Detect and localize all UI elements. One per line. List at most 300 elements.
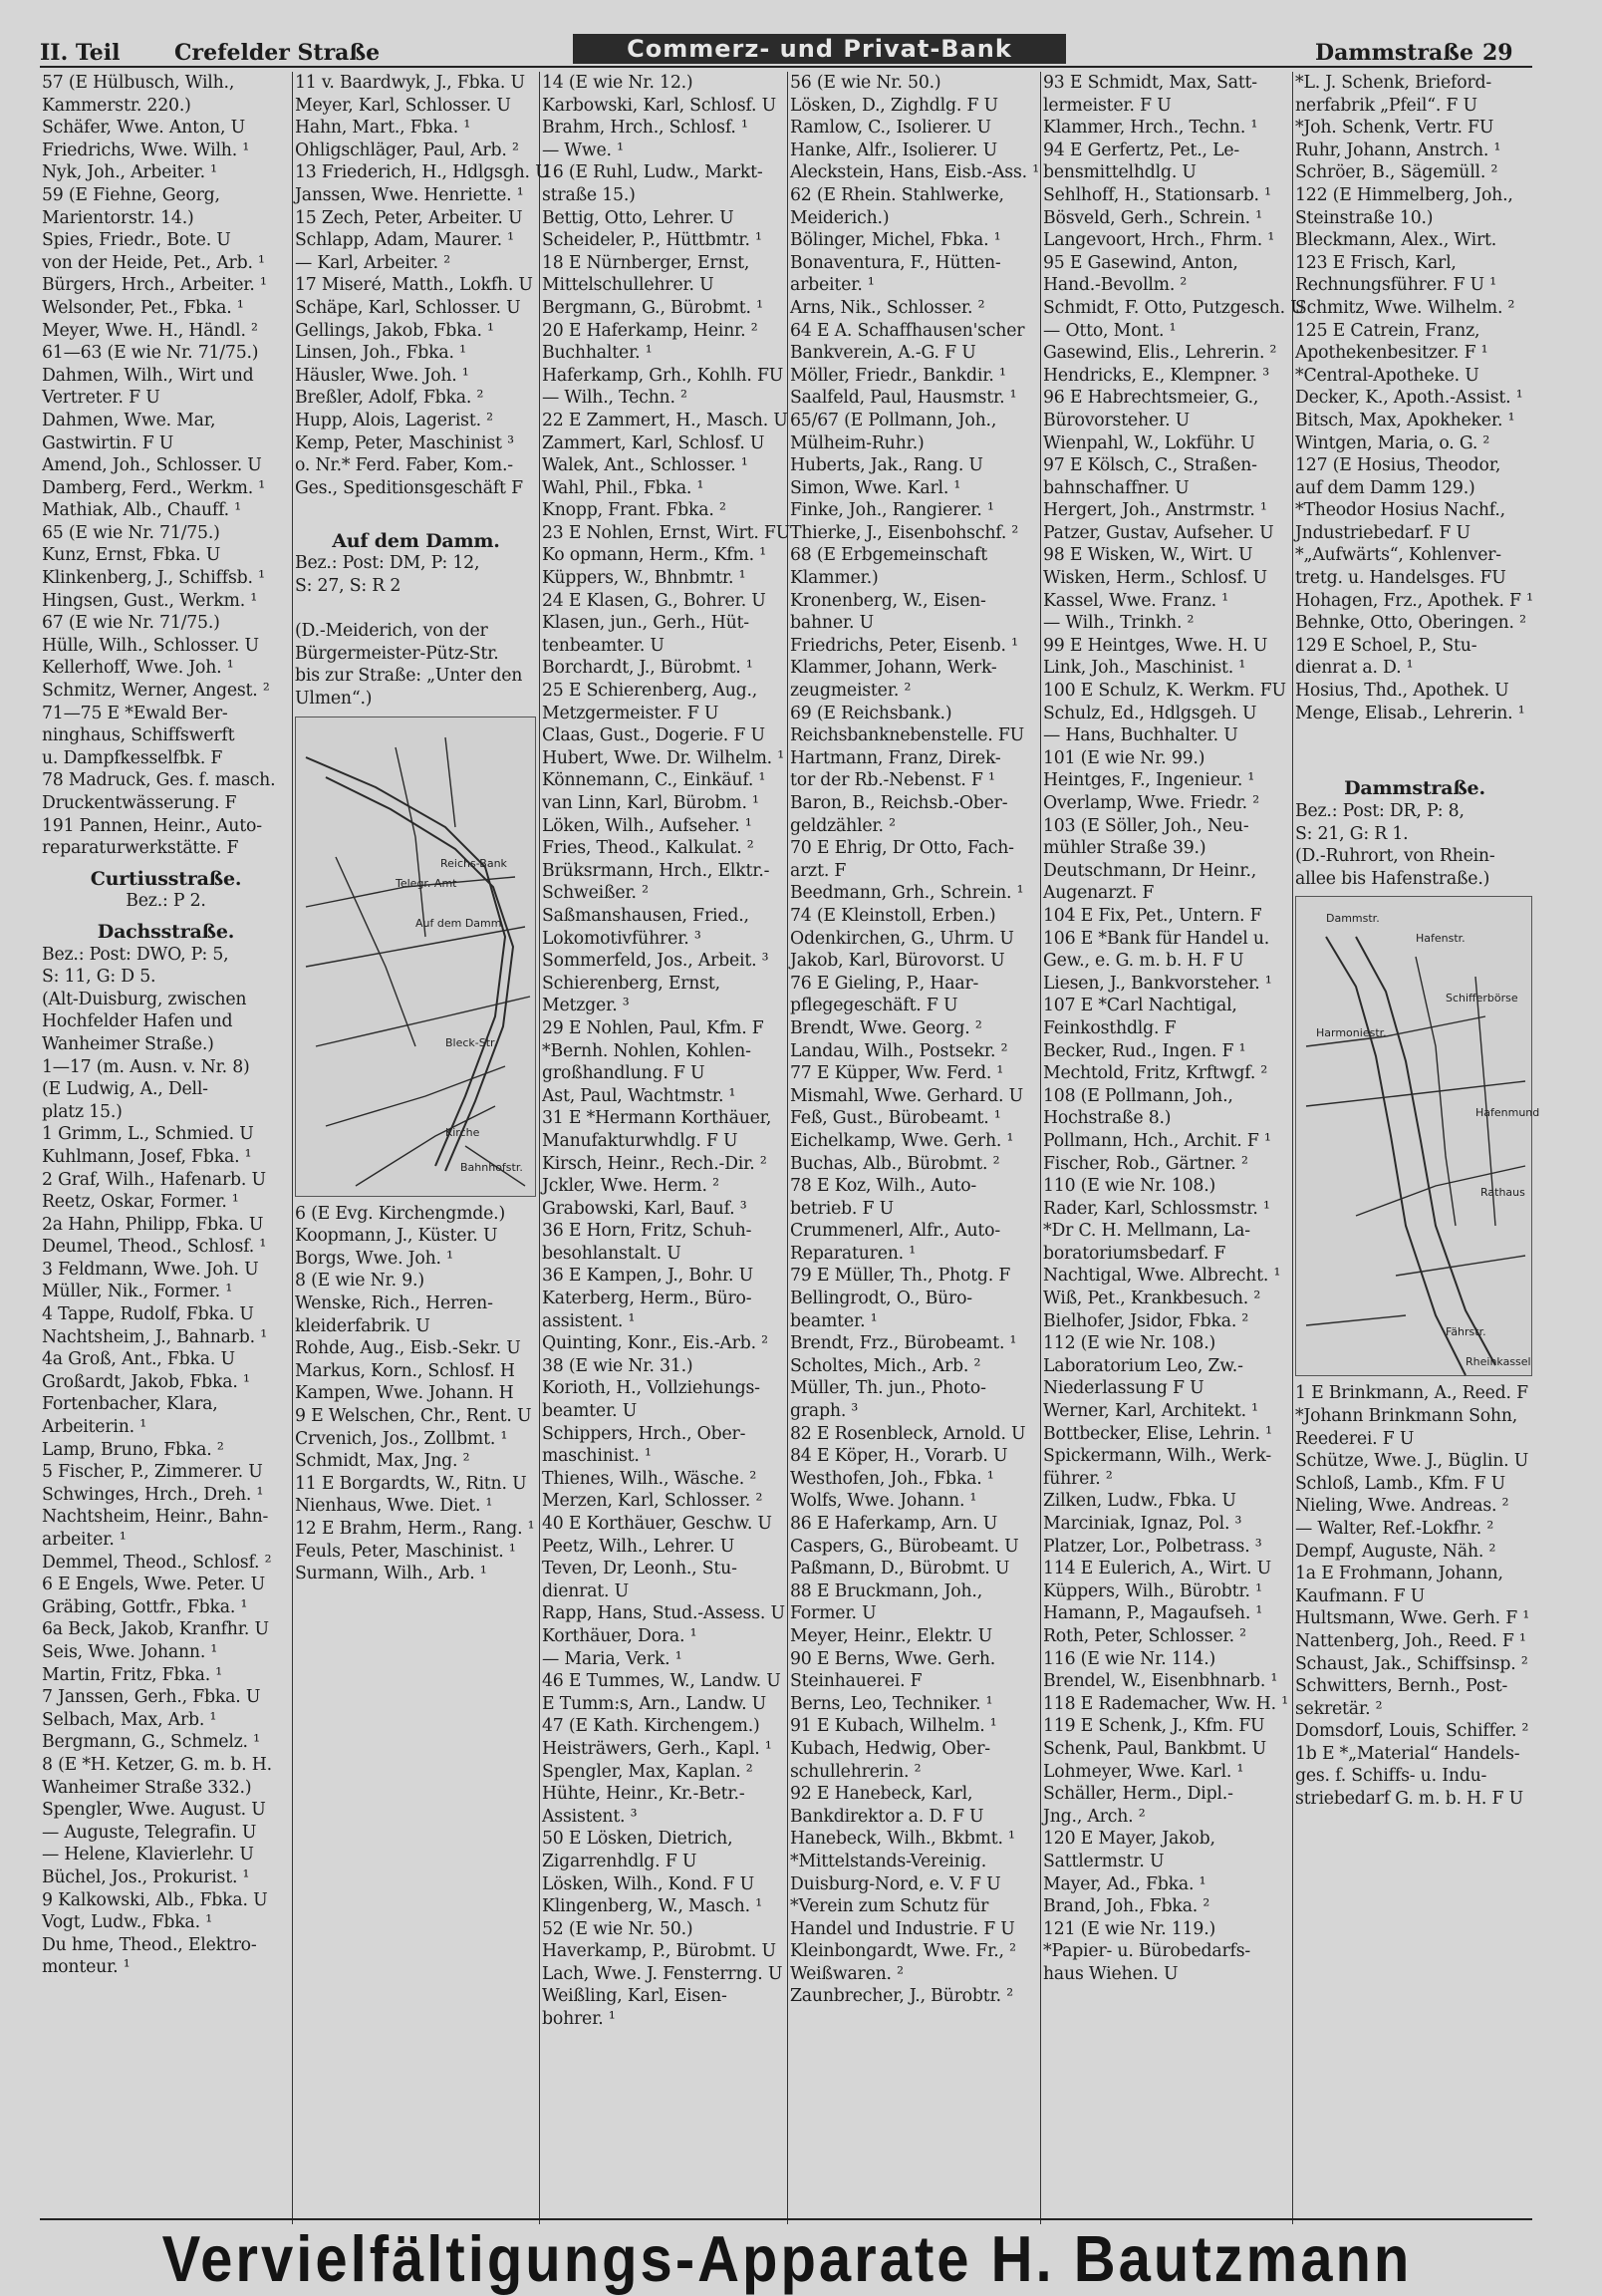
directory-entry: Deumel, Theod., Schlosf. ¹ bbox=[42, 1237, 267, 1258]
directory-entry: Selbach, Max, Arb. ¹ bbox=[42, 1709, 217, 1730]
directory-entry: 121 (E wie Nr. 119.) bbox=[1043, 1918, 1216, 1939]
directory-entry: Zilken, Ludw., Fbka. U bbox=[1043, 1491, 1236, 1512]
directory-entry: 5 Fischer, P., Zimmerer. U bbox=[42, 1462, 263, 1483]
directory-entry: Zammert, Karl, Schlosf. U bbox=[542, 432, 765, 453]
directory-entry: Kronenberg, W., Eisen- bbox=[790, 590, 986, 611]
directory-entry: — Helene, Klavierlehr. U bbox=[42, 1845, 254, 1866]
directory-entry: S: 21, G: R 1. bbox=[1295, 823, 1409, 844]
directory-entry: Wintgen, Maria, o. G. ² bbox=[1295, 432, 1490, 453]
directory-column-6 bbox=[1295, 72, 1540, 2232]
directory-entry: Rohde, Aug., Eisb.-Sekr. U bbox=[295, 1338, 521, 1359]
directory-entry: 71—75 E *Ewald Ber- bbox=[42, 703, 228, 723]
directory-column-1 bbox=[42, 72, 290, 2232]
directory-entry: lermeister. F U bbox=[1043, 95, 1172, 116]
directory-entry: Reetz, Oskar, Former. ¹ bbox=[42, 1192, 239, 1213]
directory-entry: Jakob, Karl, Bürovorst. U bbox=[790, 951, 1005, 972]
directory-entry: Müller, Th. jun., Photo- bbox=[790, 1378, 986, 1399]
directory-entry: Crummenerl, Alfr., Auto- bbox=[790, 1221, 1000, 1242]
directory-entry: Bölinger, Michel, Fbka. ¹ bbox=[790, 230, 1001, 251]
directory-entry: tor der Rb.-Nebenst. F ¹ bbox=[790, 770, 995, 791]
directory-entry: 18 E Nürnberger, Ernst, bbox=[542, 252, 750, 273]
directory-entry: arzt. F bbox=[790, 860, 847, 881]
directory-entry: 59 (E Fiehne, Georg, bbox=[42, 184, 220, 205]
district-info: Bez.: P 2. bbox=[126, 891, 206, 912]
directory-entry: arbeiter. ¹ bbox=[42, 1530, 127, 1550]
directory-entry: Hanebeck, Wilh., Bkbmt. ¹ bbox=[790, 1829, 1015, 1850]
directory-entry: 1a E Frohmann, Johann, bbox=[1295, 1564, 1503, 1584]
directory-entry: — Karl, Arbeiter. ² bbox=[295, 252, 450, 273]
directory-entry: 101 (E wie Nr. 99.) bbox=[1043, 747, 1205, 768]
directory-entry: *Joh. Schenk, Vertr. FU bbox=[1295, 118, 1494, 139]
directory-entry: Weißwaren. ² bbox=[790, 1963, 904, 1984]
directory-entry: Katerberg, Herm., Büro- bbox=[542, 1289, 752, 1309]
directory-entry: *„Aufwärts“, Kohlenver- bbox=[1295, 545, 1501, 566]
directory-entry: 97 E Kölsch, C., Straßen- bbox=[1043, 455, 1257, 476]
directory-entry: nerfabrik „Pfeil“. F U bbox=[1295, 95, 1477, 116]
directory-entry: Handel und Industrie. F U bbox=[790, 1918, 1015, 1939]
street-heading: Dammstraße. bbox=[1344, 777, 1485, 800]
directory-entry: Dempf, Auguste, Näh. ² bbox=[1295, 1541, 1496, 1562]
directory-entry: 57 (E Hülbusch, Wilh., bbox=[42, 73, 235, 93]
directory-entry: 108 (E Pollmann, Joh., bbox=[1043, 1085, 1233, 1106]
bank-banner: Commerz- und Privat-Bank bbox=[573, 34, 1066, 64]
directory-entry: 94 E Gerfertz, Pet., Le- bbox=[1043, 140, 1240, 160]
directory-entry: assistent. ¹ bbox=[542, 1310, 636, 1331]
map-street-label: Fährstr. bbox=[1446, 1325, 1486, 1339]
directory-entry: 123 E Frisch, Karl, bbox=[1295, 252, 1457, 273]
directory-entry: Peetz, Wilh., Lehrer. U bbox=[542, 1536, 735, 1557]
directory-entry bbox=[1295, 724, 1534, 747]
map-street-label: Dammstr. bbox=[1326, 912, 1380, 926]
directory-entry: — Wilh., Techn. ² bbox=[542, 388, 687, 409]
directory-entry: sekretär. ² bbox=[1295, 1698, 1383, 1719]
directory-entry: Korioth, H., Vollziehungs- bbox=[542, 1378, 760, 1399]
directory-entry: Mechtold, Fritz, Krftwgf. ² bbox=[1043, 1063, 1268, 1084]
directory-entry: 9 E Welschen, Chr., Rent. U bbox=[295, 1405, 532, 1426]
directory-entry: Wahl, Phil., Fbka. ¹ bbox=[542, 477, 704, 498]
directory-entry: Feuls, Peter, Maschinist. ¹ bbox=[295, 1541, 516, 1562]
directory-entry: Reparaturen. ¹ bbox=[790, 1243, 916, 1264]
directory-entry: 88 E Bruckmann, Joh., bbox=[790, 1580, 983, 1601]
map-street-line bbox=[396, 747, 425, 937]
directory-entry: 96 E Habrechtsmeier, G., bbox=[1043, 388, 1259, 409]
directory-entry: betrieb. F U bbox=[790, 1198, 894, 1219]
directory-entry: Hühte, Heinr., Kr.-Betr.- bbox=[542, 1784, 745, 1805]
directory-entry: Lösken, Wilh., Kond. F U bbox=[542, 1873, 754, 1894]
directory-entry: bohrer. ¹ bbox=[542, 2009, 616, 2030]
directory-entry: Finke, Joh., Rangierer. ¹ bbox=[790, 500, 994, 521]
directory-entry: 86 E Haferkamp, Arn. U bbox=[790, 1514, 998, 1534]
directory-entry: Müller, Nik., Former. ¹ bbox=[42, 1282, 233, 1302]
directory-entry: Gräbing, Gottfr., Fbka. ¹ bbox=[42, 1596, 248, 1617]
map-street-label: Auf dem Damm bbox=[415, 916, 502, 930]
directory-entry: *Dr C. H. Mellmann, La- bbox=[1043, 1221, 1250, 1242]
directory-entry: 127 (E Hosius, Theodor, bbox=[1295, 455, 1501, 476]
directory-entry: Rapp, Hans, Stud.-Assess. U bbox=[542, 1603, 785, 1624]
directory-entry: Former. U bbox=[790, 1603, 877, 1624]
directory-entry: Hülle, Wilh., Schlosser. U bbox=[42, 635, 259, 656]
directory-entry: Manufakturwhdlg. F U bbox=[542, 1130, 738, 1151]
directory-entry: 20 E Haferkamp, Heinr. ² bbox=[542, 320, 758, 341]
directory-entry: Rechnungsführer. F U ¹ bbox=[1295, 275, 1496, 296]
directory-entry: Klasen, jun., Gerh., Hüt- bbox=[542, 613, 749, 634]
directory-entry: Nieling, Wwe. Andreas. ² bbox=[1295, 1496, 1509, 1517]
street-heading: Auf dem Damm. bbox=[332, 529, 500, 552]
directory-entry: dienrat. U bbox=[542, 1580, 630, 1601]
directory-entry: Brahm, Hrch., Schlosf. ¹ bbox=[542, 118, 748, 139]
column-divider bbox=[1292, 72, 1293, 2224]
directory-entry: bensmittelhdlg. U bbox=[1043, 162, 1197, 183]
directory-entry: Haverkamp, P., Bürobmt. U bbox=[542, 1941, 776, 1962]
directory-entry: Heisträwers, Gerh., Kapl. ¹ bbox=[542, 1738, 772, 1759]
directory-entry: Hosius, Thd., Apothek. U bbox=[1295, 681, 1509, 702]
directory-entry: Steinstraße 10.) bbox=[1295, 207, 1434, 228]
directory-entry: Schwitters, Bernh., Post- bbox=[1295, 1676, 1508, 1697]
directory-entry: platz 15.) bbox=[42, 1101, 123, 1122]
directory-entry: Merzen, Karl, Schlosser. ² bbox=[542, 1491, 763, 1512]
directory-entry: Bürgermeister-Pütz-Str. bbox=[295, 643, 499, 664]
directory-entry: 6 E Engels, Wwe. Peter. U bbox=[42, 1575, 265, 1595]
directory-entry: Fischer, Rob., Gärtner. ² bbox=[1043, 1153, 1248, 1174]
map-street-line bbox=[1326, 937, 1466, 1375]
directory-entry: Schippers, Hrch., Ober- bbox=[542, 1423, 746, 1444]
directory-entry: Gellings, Jakob, Fbka. ¹ bbox=[295, 320, 494, 341]
directory-entry: Berns, Leo, Techniker. ¹ bbox=[790, 1693, 993, 1714]
column-divider bbox=[539, 72, 540, 2224]
directory-entry: Zigarrenhdlg. F U bbox=[542, 1851, 697, 1871]
directory-entry: 1 Grimm, L., Schmied. U bbox=[42, 1124, 254, 1145]
directory-entry: 2 Graf, Wilh., Hafenarb. U bbox=[42, 1169, 266, 1190]
directory-entry: Scheideler, P., Hüttbmtr. ¹ bbox=[542, 230, 762, 251]
directory-entry: 8 (E *H. Ketzer, G. m. b. H. bbox=[42, 1754, 272, 1775]
directory-entry: Gew., e. G. m. b. H. F U bbox=[1043, 951, 1244, 972]
header-rule bbox=[40, 66, 1532, 68]
directory-entry: Schütze, Wwe. J., Büglin. U bbox=[1295, 1451, 1529, 1472]
directory-entry: 40 E Korthäuer, Geschw. U bbox=[542, 1514, 772, 1534]
directory-column-3 bbox=[542, 72, 791, 2232]
directory-entry: (D.-Meiderich, von der bbox=[295, 621, 488, 642]
directory-entry: Schloß, Lamb., Kfm. F U bbox=[1295, 1473, 1505, 1494]
directory-entry: Gastwirtin. F U bbox=[42, 432, 174, 453]
directory-entry: Bez.: Post: DM, P: 12, bbox=[295, 553, 480, 574]
directory-entry: monteur. ¹ bbox=[42, 1957, 131, 1978]
directory-entry: Brüksrmann, Hrch., Elktr.- bbox=[542, 860, 770, 881]
directory-entry: 129 E Schoel, P., Stu- bbox=[1295, 635, 1477, 656]
directory-entry: Ohligschläger, Paul, Arb. ² bbox=[295, 140, 519, 160]
directory-entry: Bez.: Post: DR, P: 8, bbox=[1295, 801, 1465, 821]
directory-entry: 4 Tappe, Rudolf, Fbka. U bbox=[42, 1304, 254, 1325]
directory-entry: Scholtes, Mich., Arb. ² bbox=[790, 1355, 981, 1376]
directory-entry: Lösken, D., Zighdlg. F U bbox=[790, 95, 998, 116]
directory-entry: Thierke, J., Eisenbohschf. ² bbox=[790, 522, 1019, 543]
directory-entry: Meiderich.) bbox=[790, 207, 890, 228]
directory-entry: *Central-Apotheke. U bbox=[1295, 365, 1479, 386]
directory-entry: Friedrichs, Wwe. Wilh. ¹ bbox=[42, 140, 250, 160]
directory-entry: graph. ³ bbox=[790, 1401, 859, 1422]
directory-entry: Häusler, Wwe. Joh. ¹ bbox=[295, 365, 469, 386]
map-street-line bbox=[1306, 1315, 1406, 1325]
directory-entry: Schaust, Jak., Schiffsinsp. ² bbox=[1295, 1653, 1528, 1674]
directory-entry: Gasewind, Elis., Lehrerin. ² bbox=[1043, 343, 1277, 364]
directory-entry: Kellerhoff, Wwe. Joh. ¹ bbox=[42, 658, 234, 679]
directory-entry: Schmidt, F. Otto, Putzgesch. U bbox=[1043, 297, 1305, 318]
directory-entry: Bottbecker, Elise, Lehrin. ¹ bbox=[1043, 1423, 1272, 1444]
directory-entry: schullehrerin. ² bbox=[790, 1761, 922, 1782]
directory-entry: — Walter, Ref.-Lokfhr. ² bbox=[1295, 1518, 1494, 1539]
directory-entry: 25 E Schierenberg, Aug., bbox=[542, 681, 758, 702]
directory-entry: Schäller, Herm., Dipl.- bbox=[1043, 1784, 1233, 1805]
directory-entry: Jndustriebedarf. F U bbox=[1295, 522, 1470, 543]
directory-entry: Mismahl, Wwe. Gerhard. U bbox=[790, 1085, 1023, 1106]
directory-entry: Paßmann, D., Bürobmt. U bbox=[790, 1559, 1010, 1579]
directory-entry: arbeiter. ¹ bbox=[790, 275, 875, 296]
map-street-line bbox=[306, 927, 525, 967]
directory-entry: Rader, Karl, Schlossmstr. ¹ bbox=[1043, 1198, 1270, 1219]
directory-entry: Jckler, Wwe. Herm. ² bbox=[542, 1176, 719, 1197]
directory-entry: S: 27, S: R 2 bbox=[295, 576, 401, 597]
directory-entry: Kirsch, Heinr., Rech.-Dir. ² bbox=[542, 1153, 767, 1174]
directory-entry: Menge, Elisab., Lehrerin. ¹ bbox=[1295, 703, 1525, 723]
directory-entry: 61—63 (E wie Nr. 71/75.) bbox=[42, 343, 259, 364]
directory-entry: 65/67 (E Pollmann, Joh., bbox=[790, 410, 997, 430]
directory-entry: 98 E Wisken, W., Wirt. U bbox=[1043, 545, 1253, 566]
directory-entry: Klingenberg, W., Masch. ¹ bbox=[542, 1896, 762, 1917]
directory-entry: maschinist. ¹ bbox=[542, 1446, 652, 1467]
directory-entry: Nachtigal, Wwe. Albrecht. ¹ bbox=[1043, 1266, 1281, 1287]
directory-entry: 9 Kalkowski, Alb., Fbka. U bbox=[42, 1889, 268, 1910]
directory-entry: Assistent. ³ bbox=[542, 1806, 638, 1827]
directory-entry: Breßler, Adolf, Fbka. ² bbox=[295, 388, 484, 409]
directory-entry: Klammer, Hrch., Techn. ¹ bbox=[1043, 118, 1258, 139]
directory-entry: Saalfeld, Paul, Hausmstr. ¹ bbox=[790, 388, 1017, 409]
directory-entry: Bellingrodt, O., Büro- bbox=[790, 1289, 972, 1309]
directory-entry: reparaturwerkstätte. F bbox=[42, 838, 239, 859]
directory-entry: Brand, Joh., Fbka. ² bbox=[1043, 1896, 1210, 1917]
directory-entry: Werner, Karl, Architekt. ¹ bbox=[1043, 1401, 1258, 1422]
directory-entry: 11 v. Baardwyk, J., Fbka. U bbox=[295, 73, 525, 93]
directory-entry: 7 Janssen, Gerh., Fbka. U bbox=[42, 1687, 261, 1708]
directory-entry: Kassel, Wwe. Franz. ¹ bbox=[1043, 590, 1228, 611]
directory-entry: 52 (E wie Nr. 50.) bbox=[542, 1918, 693, 1939]
directory-entry: Amend, Joh., Schlosser. U bbox=[42, 455, 262, 476]
directory-entry: pflegegeschäft. F U bbox=[790, 996, 958, 1016]
directory-entry: Ulmen“.) bbox=[295, 689, 373, 710]
directory-entry: Hultsmann, Wwe. Gerh. F ¹ bbox=[1295, 1608, 1530, 1629]
directory-entry: Büchel, Jos., Prokurist. ¹ bbox=[42, 1866, 250, 1887]
directory-entry: Jng., Arch. ² bbox=[1043, 1806, 1146, 1827]
directory-entry: Huberts, Jak., Rang. U bbox=[790, 455, 983, 476]
directory-entry: Nattenberg, Joh., Reed. F ¹ bbox=[1295, 1630, 1526, 1651]
directory-entry: 110 (E wie Nr. 108.) bbox=[1043, 1176, 1216, 1197]
directory-entry: kleiderfabrik. U bbox=[295, 1315, 430, 1336]
directory-entry: Brendt, Frz., Bürobeamt. ¹ bbox=[790, 1333, 1017, 1354]
directory-entry: Arns, Nik., Schlosser. ² bbox=[790, 297, 985, 318]
directory-column-5 bbox=[1043, 72, 1305, 2232]
directory-entry: Grabowski, Karl, Bauf. ³ bbox=[542, 1198, 747, 1219]
directory-entry: Kunz, Ernst, Fbka. U bbox=[42, 545, 221, 566]
directory-entry: Schäpe, Karl, Schlosser. U bbox=[295, 297, 521, 318]
directory-entry: Küppers, Wilh., Bürobtr. ¹ bbox=[1043, 1580, 1262, 1601]
directory-entry: 76 E Gieling, P., Haar- bbox=[790, 973, 979, 994]
directory-entry: Fries, Theod., Kalkulat. ² bbox=[542, 838, 754, 859]
directory-entry: Link, Joh., Maschinist. ¹ bbox=[1043, 658, 1246, 679]
directory-entry: Lamp, Bruno, Fbka. ² bbox=[42, 1439, 224, 1460]
directory-entry: von der Heide, Pet., Arb. ¹ bbox=[42, 252, 265, 273]
directory-entry: auf dem Damm 129.) bbox=[1295, 477, 1475, 498]
part-label: II. Teil bbox=[40, 40, 121, 66]
directory-entry: Weißling, Karl, Eisen- bbox=[542, 1986, 727, 2007]
directory-entry: Hochstraße 8.) bbox=[1043, 1108, 1172, 1129]
directory-entry: Schmitz, Wwe. Wilhelm. ² bbox=[1295, 297, 1515, 318]
page-number: 29 bbox=[1482, 40, 1513, 66]
directory-entry: Linsen, Joh., Fbka. ¹ bbox=[295, 343, 466, 364]
directory-entry: Meyer, Wwe. H., Händl. ² bbox=[42, 320, 258, 341]
directory-entry: *Bernh. Nohlen, Kohlen- bbox=[542, 1040, 751, 1061]
directory-entry: 12 E Brahm, Herm., Rang. ¹ bbox=[295, 1518, 535, 1539]
map-street-label: Schifferbörse bbox=[1446, 992, 1518, 1005]
directory-entry: Hupp, Alois, Lagerist. ² bbox=[295, 410, 493, 430]
directory-entry: Spengler, Wwe. August. U bbox=[42, 1800, 266, 1821]
directory-entry: Liesen, J., Bankvorsteher. ¹ bbox=[1043, 973, 1272, 994]
directory-entry: Demmel, Theod., Schlosf. ² bbox=[42, 1552, 272, 1573]
directory-entry bbox=[295, 499, 537, 522]
directory-entry: *Johann Brinkmann Sohn, bbox=[1295, 1405, 1518, 1426]
directory-entry: 13 Friederich, H., Hdlgsgh. U bbox=[295, 162, 550, 183]
directory-entry: Simon, Wwe. Karl. ¹ bbox=[790, 477, 961, 498]
directory-entry: Westhofen, Joh., Fbka. ¹ bbox=[790, 1468, 994, 1489]
directory-entry: 78 E Koz, Wilh., Auto- bbox=[790, 1176, 977, 1197]
directory-entry: 36 E Kampen, J., Bohr. U bbox=[542, 1266, 754, 1287]
directory-entry: Lokomotivführer. ³ bbox=[542, 928, 701, 949]
directory-entry: Schäfer, Wwe. Anton, U bbox=[42, 118, 245, 139]
directory-entry: 23 E Nohlen, Ernst, Wirt. FU bbox=[542, 522, 791, 543]
directory-entry: Schulz, Ed., Hdlgsgeh. U bbox=[1043, 703, 1257, 723]
directory-entry: Niederlassung F U bbox=[1043, 1378, 1204, 1399]
directory-entry: Kemp, Peter, Maschinist ³ bbox=[295, 432, 514, 453]
directory-entry: Meyer, Heinr., Elektr. U bbox=[790, 1625, 992, 1646]
directory-entry: Marientorstr. 14.) bbox=[42, 207, 194, 228]
directory-entry: 191 Pannen, Heinr., Auto- bbox=[42, 815, 262, 836]
directory-entry: tretg. u. Handelsges. FU bbox=[1295, 568, 1506, 589]
directory-entry: — Hans, Buchhalter. U bbox=[1043, 725, 1238, 746]
directory-entry: 95 E Gasewind, Anton, bbox=[1043, 252, 1238, 273]
directory-entry: 84 E Köper, H., Vorarb. U bbox=[790, 1446, 1008, 1467]
directory-entry: Arbeiterin. ¹ bbox=[42, 1417, 146, 1438]
directory-entry: Löken, Wilh., Aufseher. ¹ bbox=[542, 815, 752, 836]
directory-entry: Deutschmann, Dr Heinr., bbox=[1043, 860, 1257, 881]
directory-entry: Landau, Wilh., Postsekr. ² bbox=[790, 1040, 1008, 1061]
directory-entry: 70 E Ehrig, Dr Otto, Fach- bbox=[790, 838, 1014, 859]
directory-entry: 62 (E Rhein. Stahlwerke, bbox=[790, 184, 1004, 205]
directory-entry: ges. f. Schiffs- u. Indu- bbox=[1295, 1766, 1487, 1787]
directory-entry: 46 E Tummes, W., Landw. U bbox=[542, 1671, 781, 1692]
map-street-label: Telegr. Amt bbox=[396, 876, 457, 890]
directory-entry: Mathiak, Alb., Chauff. ¹ bbox=[42, 500, 241, 521]
directory-entry: 106 E *Bank für Handel u. bbox=[1043, 928, 1270, 949]
directory-entry: Duisburg-Nord, e. V. F U bbox=[790, 1873, 1001, 1894]
directory-entry: Nyk, Joh., Arbeiter. ¹ bbox=[42, 162, 217, 183]
directory-entry: 17 Miseré, Matth., Lokfh. U bbox=[295, 275, 533, 296]
map-street-label: Hafenmund bbox=[1475, 1106, 1540, 1120]
directory-entry: 122 (E Himmelberg, Joh., bbox=[1295, 184, 1513, 205]
directory-entry: bahnschaffner. U bbox=[1043, 477, 1190, 498]
directory-entry: Janssen, Wwe. Henriette. ¹ bbox=[295, 184, 524, 205]
map-street-line bbox=[1396, 1256, 1525, 1276]
directory-entry: S: 11, G: D 5. bbox=[42, 967, 156, 988]
directory-entry: tenbeamter. U bbox=[542, 635, 665, 656]
directory-entry: Ramlow, C., Isolierer. U bbox=[790, 118, 991, 139]
directory-entry: 22 E Zammert, H., Masch. U bbox=[542, 410, 788, 430]
directory-entry: 1 E Brinkmann, A., Reed. F bbox=[1295, 1383, 1528, 1404]
directory-entry: (Alt-Duisburg, zwischen bbox=[42, 989, 247, 1009]
directory-entry bbox=[295, 598, 537, 621]
directory-entry: Wenske, Rich., Herren- bbox=[295, 1293, 493, 1313]
directory-entry: Sommerfeld, Jos., Arbeit. ³ bbox=[542, 951, 769, 972]
directory-entry: Crvenich, Jos., Zollbmt. ¹ bbox=[295, 1428, 508, 1449]
directory-entry: 107 E *Carl Nachtigal, bbox=[1043, 996, 1237, 1016]
directory-entry: Beedmann, Grh., Schrein. ¹ bbox=[790, 883, 1024, 904]
directory-entry: Kuhlmann, Josef, Fbka. ¹ bbox=[42, 1146, 252, 1167]
directory-entry: 6 (E Evg. Kirchengmde.) bbox=[295, 1203, 506, 1224]
directory-entry: Hanke, Alfr., Isolierer. U bbox=[790, 140, 998, 160]
directory-entry: Nachtsheim, J., Bahnarb. ¹ bbox=[42, 1326, 267, 1347]
directory-entry: Sattlermstr. U bbox=[1043, 1851, 1165, 1871]
directory-entry: 93 E Schmidt, Max, Satt- bbox=[1043, 73, 1257, 93]
directory-entry: Lohmeyer, Wwe. Karl. ¹ bbox=[1043, 1761, 1244, 1782]
directory-entry: Baron, B., Reichsb.-Ober- bbox=[790, 793, 1008, 813]
directory-entry: u. Dampfkesselfbk. F bbox=[42, 747, 223, 768]
directory-entry: 114 E Eulerich, A., Wirt. U bbox=[1043, 1559, 1271, 1579]
directory-entry: Kampen, Wwe. Johann. H bbox=[295, 1383, 514, 1404]
map-street-label: Bahnhofstr. bbox=[460, 1160, 523, 1174]
directory-entry: Augenarzt. F bbox=[1043, 883, 1155, 904]
directory-entry: Druckentwässerung. F bbox=[42, 793, 237, 813]
directory-entry: boratoriumsbedarf. F bbox=[1043, 1243, 1226, 1264]
directory-entry: Sehlhoff, H., Stationsarb. ¹ bbox=[1043, 184, 1271, 205]
directory-entry: 78 Madruck, Ges. f. masch. bbox=[42, 770, 276, 791]
directory-entry: 116 (E wie Nr. 114.) bbox=[1043, 1648, 1216, 1669]
directory-entry: Teven, Dr, Leonh., Stu- bbox=[542, 1559, 737, 1579]
column-divider bbox=[787, 72, 788, 2224]
auf-dem-damm-street-map bbox=[295, 717, 536, 1197]
directory-entry: Hendricks, E., Klempner. ³ bbox=[1043, 365, 1269, 386]
directory-entry: Bösveld, Gerh., Schrein. ¹ bbox=[1043, 207, 1262, 228]
directory-entry: 64 E A. Schaffhausen'scher bbox=[790, 320, 1025, 341]
directory-entry: *Papier- u. Bürobedarfs- bbox=[1043, 1941, 1251, 1962]
directory-entry: 29 E Nohlen, Paul, Kfm. F bbox=[542, 1017, 764, 1038]
directory-entry: Lach, Wwe. J. Fensterrng. U bbox=[542, 1963, 783, 1984]
directory-entry: 112 (E wie Nr. 108.) bbox=[1043, 1333, 1216, 1354]
directory-entry: Metzger. ³ bbox=[542, 996, 630, 1016]
street-heading: Dachsstraße. bbox=[97, 920, 235, 943]
directory-entry: Becker, Rud., Ingen. F ¹ bbox=[1043, 1040, 1246, 1061]
directory-entry: 47 (E Kath. Kirchengem.) bbox=[542, 1716, 760, 1737]
directory-entry: Heintges, F., Ingenieur. ¹ bbox=[1043, 770, 1255, 791]
directory-entry: Bez.: Post: DWO, P: 5, bbox=[42, 944, 229, 965]
directory-entry: Meyer, Karl, Schlosser. U bbox=[295, 95, 511, 116]
directory-entry: Langevoort, Hrch., Fhrm. ¹ bbox=[1043, 230, 1275, 251]
directory-entry: Schmitz, Werner, Angest. ² bbox=[42, 681, 270, 702]
directory-entry: 24 E Klasen, G., Bohrer. U bbox=[542, 590, 766, 611]
directory-entry: Dahmen, Wilh., Wirt und bbox=[42, 365, 254, 386]
map-street-label: Bleck-Str. bbox=[445, 1035, 498, 1049]
directory-entry: Odenkirchen, G., Uhrm. U bbox=[790, 928, 1014, 949]
directory-entry: Bankverein, A.-G. F U bbox=[790, 343, 976, 364]
directory-entry: Schierenberg, Ernst, bbox=[542, 973, 720, 994]
directory-entry: Decker, K., Apoth.-Assist. ¹ bbox=[1295, 388, 1523, 409]
directory-entry: 125 E Catrein, Franz, bbox=[1295, 320, 1480, 341]
directory-entry: Friedrichs, Peter, Eisenb. ¹ bbox=[790, 635, 1018, 656]
